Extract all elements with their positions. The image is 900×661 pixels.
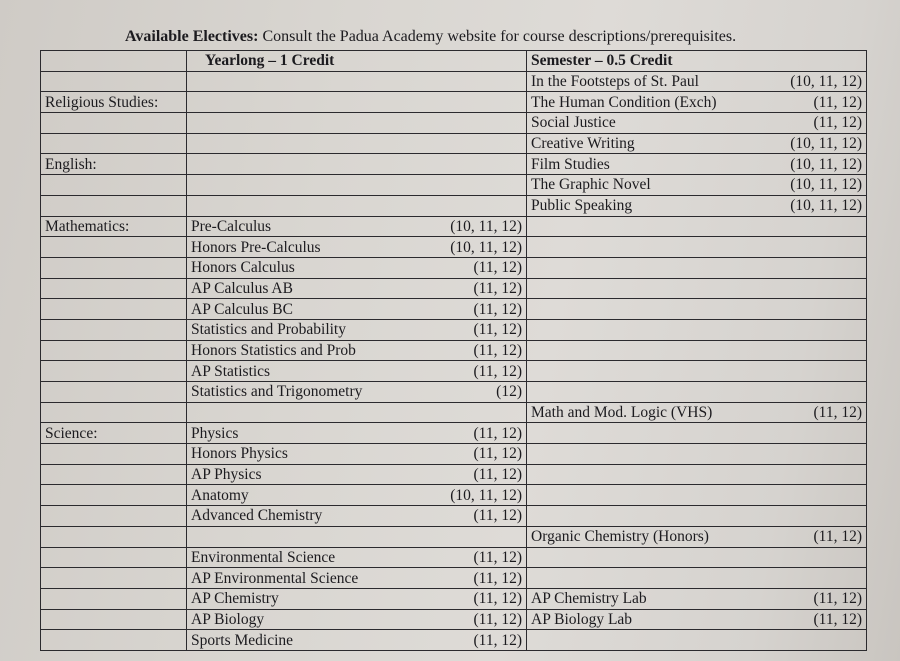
department-cell (41, 237, 187, 258)
header-dept-cell (41, 51, 187, 72)
table-row (41, 630, 867, 651)
department-cell (41, 526, 187, 547)
table-row (41, 278, 867, 299)
department-cell (41, 278, 187, 299)
yearlong-cell (187, 237, 527, 258)
table-row (41, 361, 867, 382)
yearlong-course-name: Honors Pre-Calculus (191, 238, 321, 256)
semester-cell (527, 423, 867, 444)
yearlong-cell (187, 154, 527, 175)
yearlong-course-name: Anatomy (191, 486, 249, 504)
semester-cell (527, 340, 867, 361)
table-row (41, 526, 867, 547)
semester-cell (527, 588, 867, 609)
table-row (41, 299, 867, 320)
semester-course-name: The Graphic Novel (531, 176, 651, 194)
yearlong-course-name: AP Physics (191, 466, 262, 484)
table-row (41, 588, 867, 609)
table-row (41, 547, 867, 568)
table-row (41, 195, 867, 216)
semester-grades: (11, 12) (813, 610, 862, 628)
department-cell: English: (41, 154, 187, 175)
yearlong-course-name: AP Chemistry (191, 590, 279, 608)
header-semester: Semester – 0.5 Credit (527, 51, 867, 72)
department-cell (41, 485, 187, 506)
table-row (41, 382, 867, 403)
department-cell (41, 609, 187, 630)
electives-table (40, 50, 867, 651)
yearlong-grades: (11, 12) (473, 362, 522, 380)
semester-cell (527, 444, 867, 465)
table-row (41, 113, 867, 134)
department-cell: Mathematics: (41, 216, 187, 237)
department-cell (41, 133, 187, 154)
yearlong-cell (187, 299, 527, 320)
yearlong-grades: (11, 12) (473, 631, 522, 649)
semester-cell (527, 402, 867, 423)
semester-grades: (11, 12) (813, 590, 862, 608)
yearlong-grades: (10, 11, 12) (450, 217, 522, 235)
department-cell (41, 340, 187, 361)
yearlong-grades: (11, 12) (473, 300, 522, 318)
semester-course-name: Creative Writing (531, 135, 635, 153)
yearlong-grades: (12) (496, 383, 522, 401)
department-cell (41, 568, 187, 589)
semester-cell (527, 361, 867, 382)
semester-course-name: Math and Mod. Logic (VHS) (531, 404, 713, 422)
yearlong-cell (187, 257, 527, 278)
table-row (41, 154, 867, 175)
semester-grades: (10, 11, 12) (790, 155, 862, 173)
semester-grades: (11, 12) (813, 93, 862, 111)
yearlong-grades: (11, 12) (473, 548, 522, 566)
table-row (41, 568, 867, 589)
department-cell (41, 464, 187, 485)
yearlong-grades: (11, 12) (473, 610, 522, 628)
department-cell (41, 402, 187, 423)
table-row (41, 237, 867, 258)
table-row (41, 423, 867, 444)
yearlong-cell (187, 195, 527, 216)
yearlong-cell (187, 382, 527, 403)
department-cell (41, 444, 187, 465)
yearlong-course-name: Physics (191, 424, 239, 442)
yearlong-grades: (11, 12) (473, 424, 522, 442)
semester-cell (527, 133, 867, 154)
yearlong-course-name: AP Statistics (191, 362, 271, 380)
department-cell (41, 319, 187, 340)
yearlong-course-name: Sports Medicine (191, 631, 294, 649)
table-row (41, 216, 867, 237)
yearlong-cell (187, 630, 527, 651)
yearlong-cell (187, 506, 527, 527)
yearlong-cell (187, 464, 527, 485)
table-row (41, 257, 867, 278)
semester-grades: (10, 11, 12) (790, 135, 862, 153)
semester-cell (527, 278, 867, 299)
yearlong-course-name: Statistics and Trigonometry (191, 383, 363, 401)
yearlong-cell (187, 526, 527, 547)
department-cell (41, 506, 187, 527)
table-row (41, 444, 867, 465)
semester-cell (527, 526, 867, 547)
yearlong-grades: (11, 12) (473, 341, 522, 359)
header-yearlong: Yearlong – 1 Credit (187, 51, 527, 72)
yearlong-cell (187, 609, 527, 630)
semester-grades: (11, 12) (813, 114, 862, 132)
table-row (41, 319, 867, 340)
department-cell (41, 547, 187, 568)
department-cell (41, 113, 187, 134)
page-heading (125, 28, 885, 46)
yearlong-cell (187, 444, 527, 465)
department-cell (41, 257, 187, 278)
yearlong-cell (187, 216, 527, 237)
yearlong-grades: (11, 12) (473, 259, 522, 277)
yearlong-cell (187, 485, 527, 506)
heading-bold: Available Electives: (125, 28, 259, 45)
semester-cell (527, 71, 867, 92)
yearlong-cell (187, 319, 527, 340)
semester-course-name: AP Chemistry Lab (531, 590, 647, 608)
heading-text: Consult the Padua Academy website for course descriptions/prerequisites. (258, 28, 737, 45)
table-row (41, 175, 867, 196)
yearlong-grades: (11, 12) (473, 590, 522, 608)
yearlong-course-name: Pre-Calculus (191, 217, 272, 235)
semester-grades: (10, 11, 12) (790, 73, 862, 91)
table-row (41, 133, 867, 154)
yearlong-cell (187, 423, 527, 444)
semester-course-name: Organic Chemistry (Honors) (531, 528, 709, 546)
semester-cell (527, 319, 867, 340)
semester-course-name: Film Studies (531, 155, 610, 173)
table-row (41, 506, 867, 527)
department-cell: Religious Studies: (41, 92, 187, 113)
yearlong-course-name: AP Environmental Science (191, 569, 359, 587)
department-cell (41, 630, 187, 651)
semester-grades: (11, 12) (813, 528, 862, 546)
department-cell (41, 195, 187, 216)
table-row (41, 402, 867, 423)
semester-grades: (10, 11, 12) (790, 197, 862, 215)
semester-cell (527, 154, 867, 175)
yearlong-grades: (11, 12) (473, 279, 522, 297)
yearlong-course-name: AP Calculus BC (191, 300, 293, 318)
semester-grades: (10, 11, 12) (790, 176, 862, 194)
yearlong-cell (187, 133, 527, 154)
table-row (41, 464, 867, 485)
department-cell: Science: (41, 423, 187, 444)
table-row (41, 340, 867, 361)
yearlong-course-name: Environmental Science (191, 548, 336, 566)
table-row (41, 485, 867, 506)
yearlong-course-name: Statistics and Probability (191, 321, 346, 339)
semester-course-name: Social Justice (531, 114, 616, 132)
yearlong-grades: (10, 11, 12) (450, 486, 522, 504)
semester-cell (527, 547, 867, 568)
yearlong-course-name: Advanced Chemistry (191, 507, 323, 525)
semester-cell (527, 257, 867, 278)
department-cell (41, 361, 187, 382)
semester-cell (527, 92, 867, 113)
yearlong-grades: (11, 12) (473, 445, 522, 463)
department-cell (41, 588, 187, 609)
semester-grades: (11, 12) (813, 404, 862, 422)
department-cell (41, 175, 187, 196)
semester-cell (527, 609, 867, 630)
yearlong-cell (187, 92, 527, 113)
department-cell (41, 382, 187, 403)
semester-cell (527, 485, 867, 506)
yearlong-cell (187, 568, 527, 589)
semester-cell (527, 195, 867, 216)
yearlong-course-name: AP Calculus AB (191, 279, 293, 297)
yearlong-cell (187, 547, 527, 568)
table-row (41, 71, 867, 92)
semester-cell (527, 113, 867, 134)
yearlong-grades: (11, 12) (473, 321, 522, 339)
yearlong-cell (187, 113, 527, 134)
semester-cell (527, 630, 867, 651)
semester-cell (527, 216, 867, 237)
yearlong-course-name: AP Biology (191, 610, 265, 628)
yearlong-course-name: Honors Physics (191, 445, 288, 463)
semester-course-name: The Human Condition (Exch) (531, 93, 717, 111)
yearlong-cell (187, 71, 527, 92)
yearlong-cell (187, 278, 527, 299)
semester-cell (527, 237, 867, 258)
semester-course-name: Public Speaking (531, 197, 633, 215)
yearlong-cell (187, 588, 527, 609)
yearlong-grades: (11, 12) (473, 569, 522, 587)
department-cell (41, 71, 187, 92)
semester-cell (527, 506, 867, 527)
department-cell (41, 299, 187, 320)
table-row (41, 609, 867, 630)
header-row (41, 51, 867, 72)
yearlong-course-name: Honors Calculus (191, 259, 295, 277)
yearlong-cell (187, 175, 527, 196)
semester-course-name: In the Footsteps of St. Paul (531, 73, 699, 91)
yearlong-cell (187, 402, 527, 423)
semester-cell (527, 464, 867, 485)
semester-cell (527, 382, 867, 403)
semester-cell (527, 175, 867, 196)
yearlong-cell (187, 361, 527, 382)
yearlong-cell (187, 340, 527, 361)
yearlong-grades: (10, 11, 12) (450, 238, 522, 256)
semester-cell (527, 299, 867, 320)
yearlong-grades: (11, 12) (473, 507, 522, 525)
semester-course-name: AP Biology Lab (531, 610, 633, 628)
yearlong-grades: (11, 12) (473, 466, 522, 484)
yearlong-course-name: Honors Statistics and Prob (191, 341, 356, 359)
table-row (41, 92, 867, 113)
semester-cell (527, 568, 867, 589)
